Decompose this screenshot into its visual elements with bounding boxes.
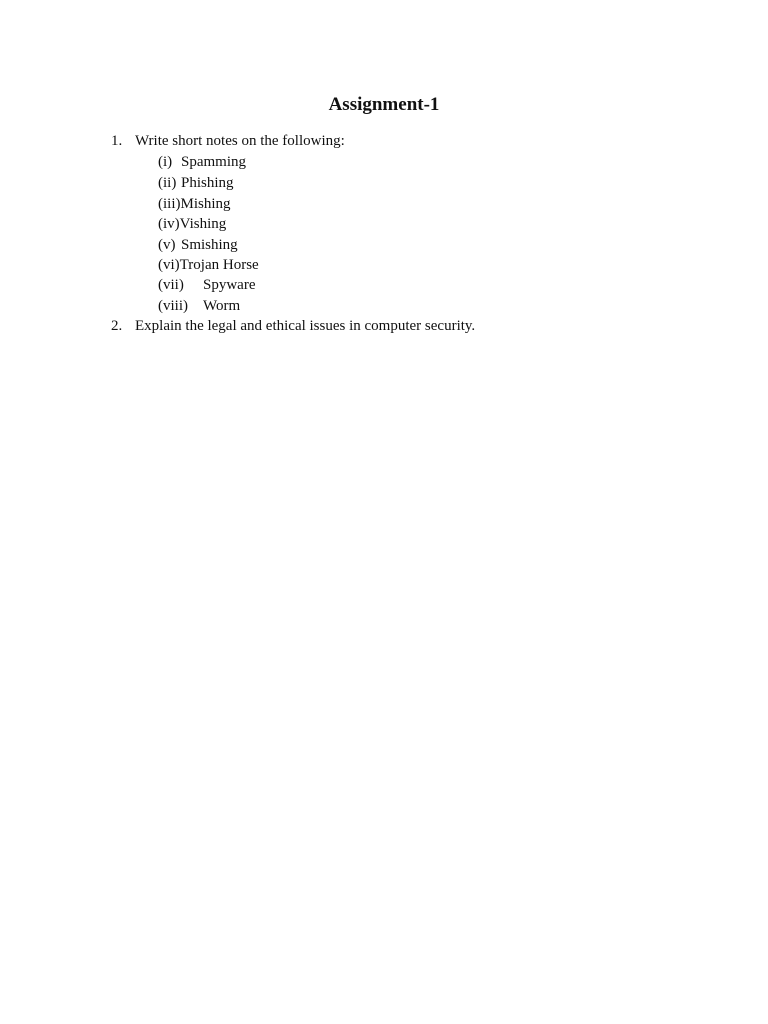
list-item-numeral: (i) — [158, 154, 173, 170]
list-item-worm — [158, 296, 240, 316]
list-item-numeral: (vi) — [158, 257, 180, 273]
question-2 — [111, 316, 475, 336]
list-item-numeral: (iii) — [158, 196, 181, 212]
list-item-text: Worm — [203, 298, 241, 314]
question-1 — [111, 131, 345, 151]
list-item-text: Mishing — [180, 196, 231, 212]
list-item-numeral: (ii) — [158, 175, 177, 191]
list-item-numeral: (vii) — [158, 277, 184, 293]
list-item-text: Phishing — [181, 175, 234, 191]
list-item-numeral: (iv) — [158, 216, 180, 232]
list-item-trojan-horse — [158, 255, 259, 275]
list-item-text: Vishing — [179, 216, 227, 232]
list-item-text: Spamming — [181, 154, 247, 170]
list-item-text: Trojan Horse — [179, 257, 259, 273]
question-number: 1. — [111, 133, 123, 149]
list-item-numeral: (v) — [158, 237, 176, 253]
list-item-numeral: (viii) — [158, 298, 188, 314]
list-item-vishing — [158, 214, 226, 234]
question-text: Explain the legal and ethical issues in computer security. — [135, 318, 476, 334]
list-item-spamming — [158, 152, 246, 172]
list-item-text: Spyware — [203, 277, 256, 293]
list-item-phishing — [158, 173, 234, 193]
document-title: Assignment-1 — [328, 94, 440, 115]
question-text: Write short notes on the following: — [135, 133, 345, 149]
list-item-text: Smishing — [181, 237, 238, 253]
list-item-spyware — [158, 275, 256, 295]
list-item-smishing — [158, 235, 238, 255]
list-item-mishing — [158, 194, 231, 214]
question-number: 2. — [111, 318, 123, 334]
